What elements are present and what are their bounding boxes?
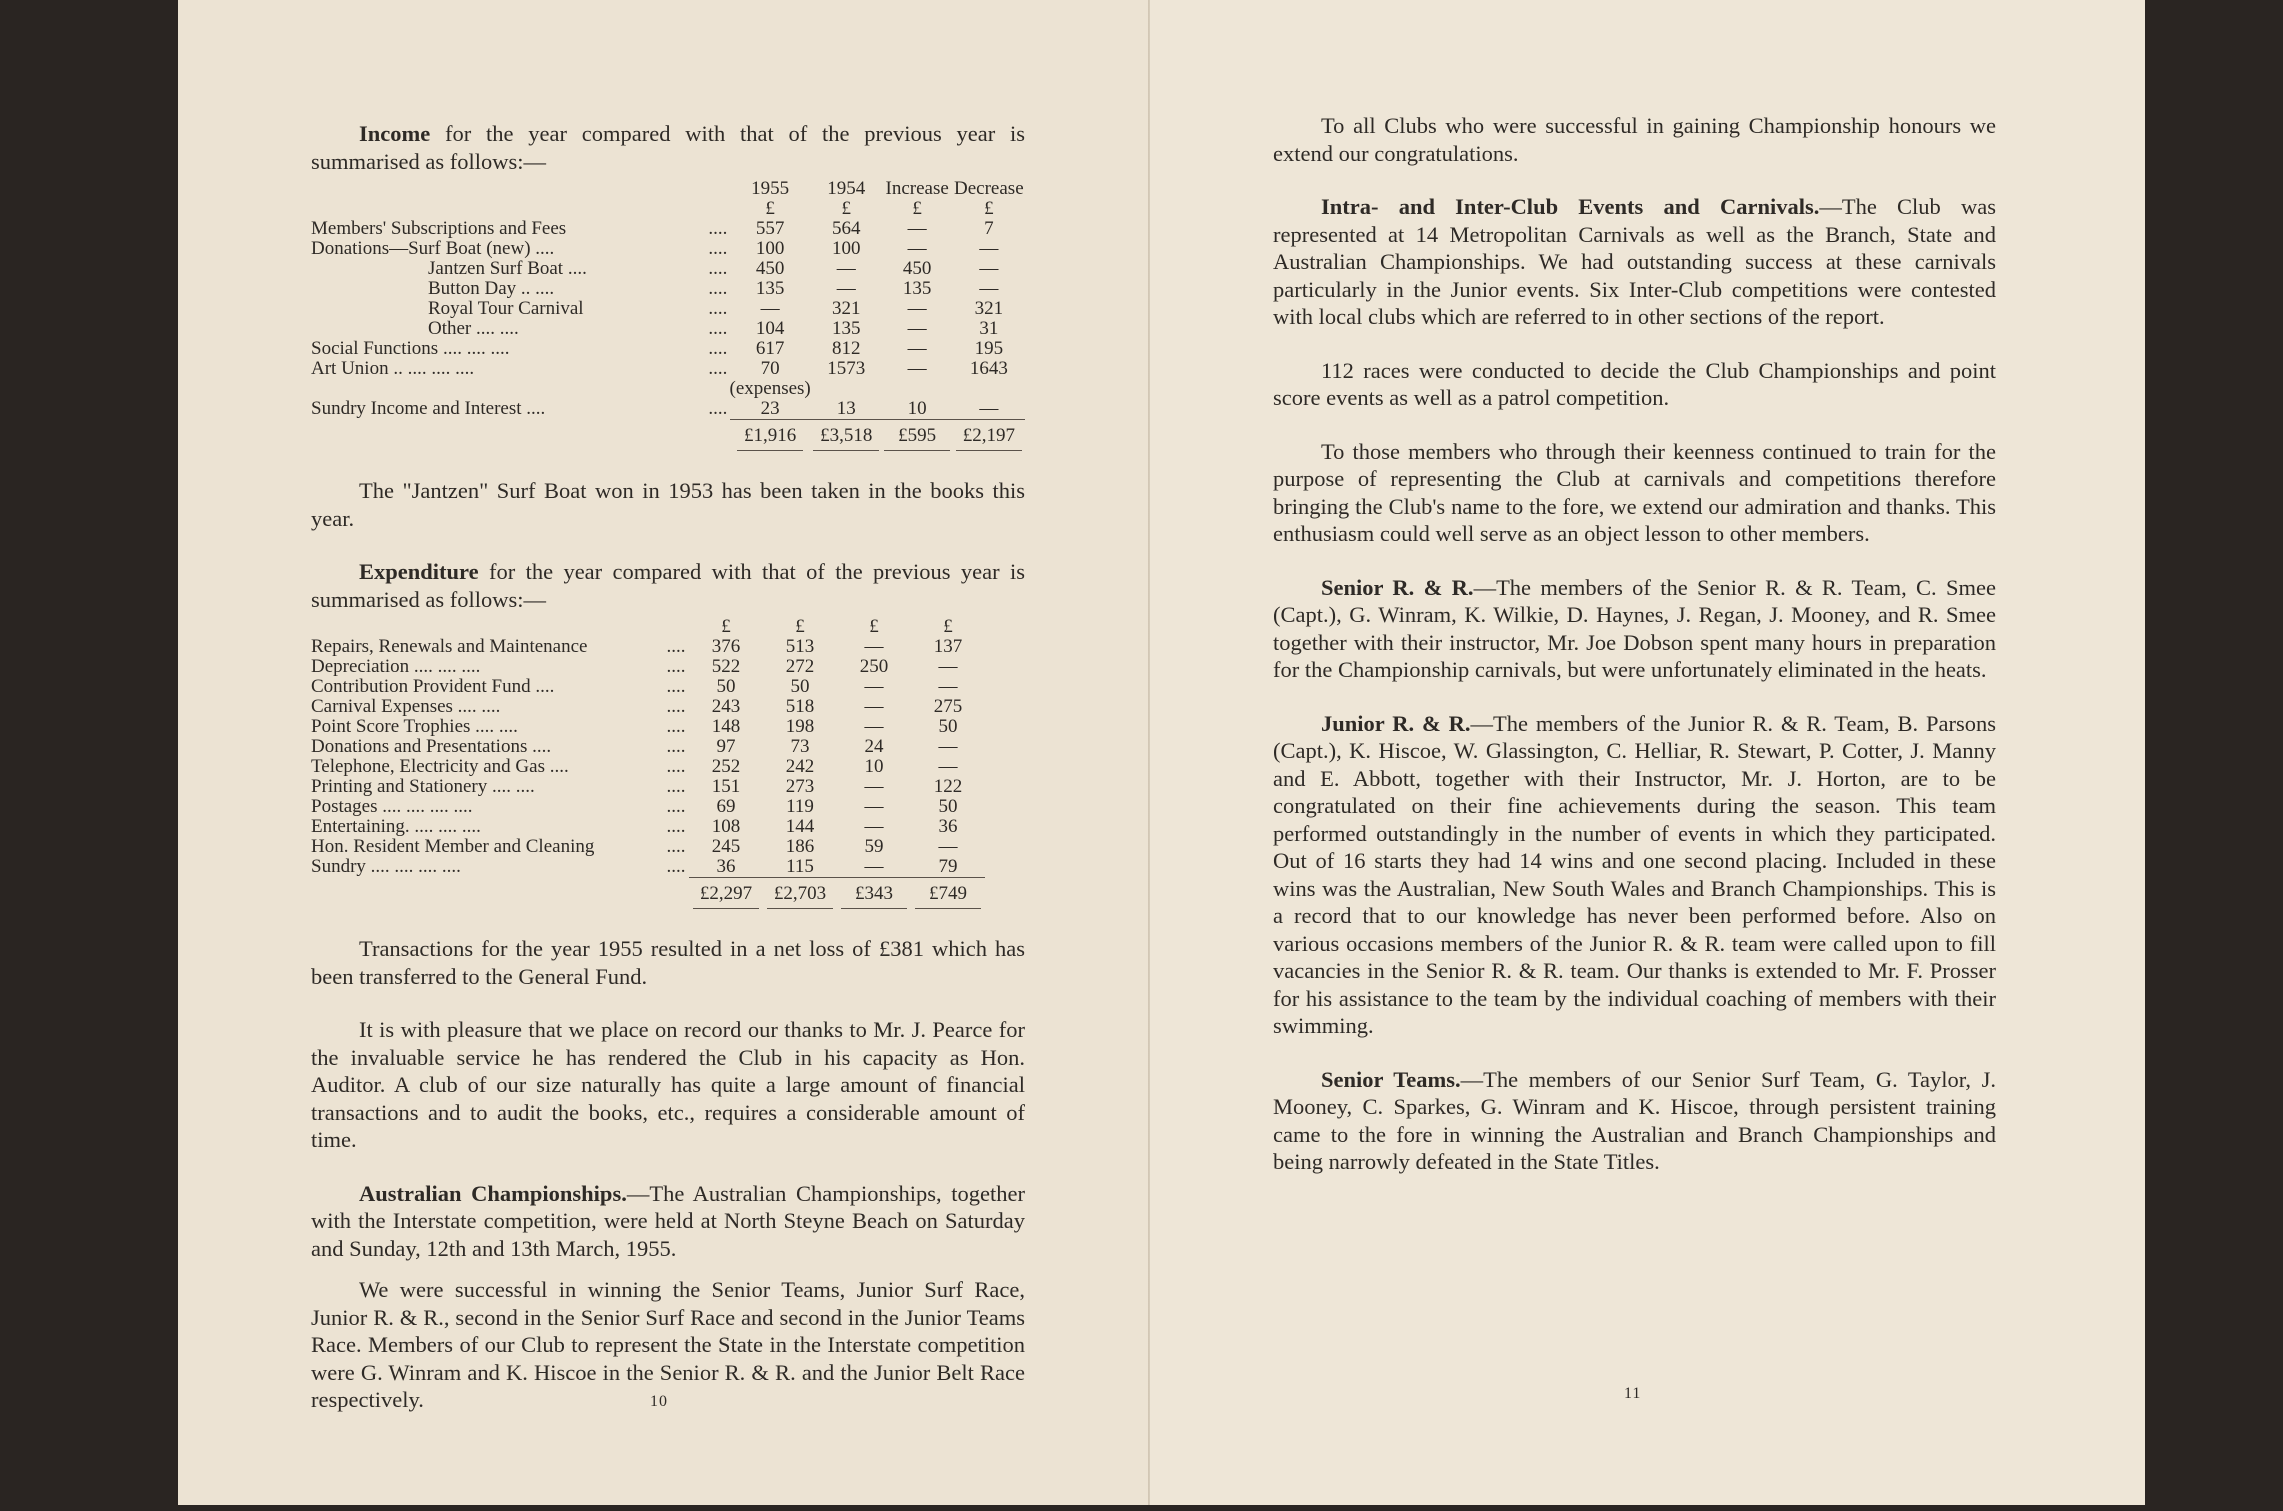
auditor-paragraph: It is with pleasure that we place on record our thanks to Mr. J. Pearce for the invaluable service he has rendered the Club in his capacity as Hon. Auditor. A club of our size naturally has quite a large amount of financial transactions and to audit the books, etc., requires a considerable amount of time. (311, 1017, 1025, 1152)
unit-label: £ (765, 198, 775, 219)
value-1954: 321 (831, 298, 861, 319)
leader-dots: .... (666, 796, 686, 817)
leader-dots: .... (666, 736, 686, 757)
leader-dots: .... (666, 816, 686, 837)
senior-rr-paragraph (1273, 574, 1996, 684)
expenditure-row-label: Point Score Trophies .... .... (311, 716, 518, 737)
value-1955: (expenses) (729, 378, 811, 399)
value-1955: 376 (711, 636, 741, 657)
unit-label: £ (869, 616, 879, 637)
page-number-right: 11 (1624, 1385, 1642, 1402)
unit-label: £ (721, 616, 731, 637)
income-row (311, 219, 1025, 239)
leader-dots: .... (708, 398, 728, 420)
value-1955: 151 (711, 776, 741, 797)
value-decrease: — (938, 656, 958, 677)
income-intro (311, 120, 1025, 175)
value-1955: 148 (711, 716, 741, 737)
leader-dots: .... (708, 298, 728, 319)
aus-champs-paragraph (311, 1180, 1025, 1263)
total-value: £343 (841, 884, 907, 909)
value-1954: 186 (785, 836, 815, 857)
value-increase: — (907, 358, 927, 379)
value-decrease: 1643 (969, 358, 1008, 379)
races-paragraph: 112 races were conducted to decide the Club Championships and point score events as well as a patrol competition. (1273, 357, 1996, 410)
income-total-v1955 (730, 420, 811, 452)
income-row-label (311, 379, 706, 399)
income-row (311, 259, 1025, 279)
value-decrease: 321 (974, 298, 1004, 319)
value-1955: 50 (716, 676, 736, 697)
value-1955: 617 (755, 338, 785, 359)
expenditure-row (311, 797, 985, 817)
value-1954: 812 (831, 338, 861, 359)
value-1955: 522 (711, 656, 741, 677)
leader-dots: .... (666, 756, 686, 777)
value-decrease: — (979, 398, 999, 419)
income-intro-text: for the year compared with that of the previous year is summarised as follows:— (311, 121, 1025, 174)
value-1955: 450 (755, 258, 785, 279)
total-value: £1,916 (737, 426, 803, 451)
aus-champs-heading: Australian Championships. (359, 1180, 627, 1206)
income-row-label: Sundry Income and Interest .... (311, 398, 546, 420)
income-totals-row (311, 420, 1025, 452)
value-decrease: 137 (933, 636, 963, 657)
value-increase: — (864, 696, 884, 717)
expenditure-row (311, 717, 985, 737)
value-increase: — (907, 218, 927, 239)
junior-rr-text: —The members of the Junior R. & R. Team, B. Parsons (Capt.), K. Hiscoe, W. Glassington, C. Helliar, R. Stewart, P. Cotter, J. Manny and E. Abbott, together with their Instructor, Mr. J. Horton, are to be congratulated on their fine achievements during the season. This team performed outstandingly in the number of events in which they participated. Out of 16 starts they had 14 wins and one second placing. Included in these wins was the Australian, New South Wales and Branch Championships. This is a record that to our knowledge has never been performed before. Also on various occasions members of the Junior R. & R. team were called upon to fill vacancies in the Senior R. & R. team. Our thanks is extended to Mr. F. Prosser for his assistance to the team by the individual coaching of members with their swimming. (1273, 710, 1996, 1038)
page-number-left: 10 (650, 1393, 668, 1410)
income-row (311, 379, 1025, 399)
expenditure-table (311, 617, 985, 909)
jantzen-note: The "Jantzen" Surf Boat won in 1953 has been taken in the books this year. (311, 478, 1025, 531)
value-increase: 250 (859, 656, 889, 677)
expenditure-total-v1955 (689, 878, 763, 910)
right-page (1150, 0, 2145, 1505)
junior-rr-paragraph (1273, 710, 1996, 1040)
expenditure-row-label: Postages .... .... .... .... (311, 796, 473, 817)
expenditure-intro (311, 558, 1025, 613)
expenditure-row (311, 657, 985, 677)
value-decrease: — (938, 756, 958, 777)
expenditure-total-inc (837, 878, 911, 910)
value-decrease: 195 (974, 338, 1004, 359)
leader-dots: .... (666, 716, 686, 737)
senior-teams-text: —The members of our Senior Surf Team, G. Taylor, J. Mooney, C. Sparkes, G. Winram and K. Hiscoe, through persistent training came to the fore in winning the Australian and Branch Championships and being narrowly defeated in the State Titles. (1273, 1066, 1996, 1174)
expenditure-intro-text: for the year compared with that of the previous year is summarised as follows:— (311, 559, 1026, 612)
right-column (1273, 112, 1996, 1176)
expenditure-row-label: Telephone, Electricity and Gas .... (311, 756, 569, 777)
value-decrease: 31 (979, 318, 999, 339)
senior-rr-heading: Senior R. & R. (1321, 574, 1474, 600)
expenditure-row (311, 757, 985, 777)
value-1954: 73 (790, 736, 810, 757)
leader-dots: .... (708, 218, 728, 239)
income-row-label: Members' Subscriptions and Fees (311, 218, 567, 239)
value-1955: — (760, 298, 780, 319)
income-row (311, 399, 1025, 420)
expenditure-row (311, 737, 985, 757)
total-value: £2,297 (693, 884, 759, 909)
value-1955: 557 (755, 218, 785, 239)
income-row-label: Social Functions .... .... .... (311, 338, 510, 359)
value-1955: 70 (760, 358, 780, 379)
value-increase: — (907, 298, 927, 319)
total-value: £2,703 (767, 884, 833, 909)
income-total-v1954 (811, 420, 882, 452)
value-decrease: 36 (938, 816, 958, 837)
value-decrease: — (938, 736, 958, 757)
value-increase: 135 (902, 278, 932, 299)
value-1954: 198 (785, 716, 815, 737)
value-1955: 69 (716, 796, 736, 817)
expenditure-total-v1954 (763, 878, 837, 910)
value-decrease: 275 (933, 696, 963, 717)
value-increase: 10 (907, 398, 927, 419)
value-1955: 36 (716, 856, 736, 877)
left-column (311, 120, 1025, 1414)
expenditure-row-label: Donations and Presentations .... (311, 736, 552, 757)
leader-dots: .... (708, 278, 728, 299)
leader-dots: .... (708, 358, 728, 379)
value-1954: 242 (785, 756, 815, 777)
expenditure-heading: Expenditure (359, 559, 479, 584)
income-row (311, 299, 1025, 319)
value-increase: 24 (864, 736, 884, 757)
value-1954: 115 (786, 856, 814, 877)
value-increase: — (864, 716, 884, 737)
leader-dots (706, 379, 729, 399)
expenditure-total-dec (911, 878, 985, 910)
income-row (311, 239, 1025, 259)
value-decrease: — (979, 238, 999, 259)
value-increase: — (907, 238, 927, 259)
unit-label: £ (943, 616, 953, 637)
expenditure-row (311, 857, 985, 878)
income-row-label: Royal Tour Carnival (428, 298, 584, 319)
income-row (311, 319, 1025, 339)
income-row (311, 339, 1025, 359)
income-total-inc (882, 420, 953, 452)
value-1955: 104 (755, 318, 785, 339)
income-row-label: Art Union .. .... .... .... (311, 358, 475, 379)
expenditure-units-row (311, 617, 985, 637)
junior-rr-heading: Junior R. & R. (1321, 710, 1471, 736)
total-value: £749 (915, 884, 981, 909)
value-increase: 59 (864, 836, 884, 857)
transactions-paragraph: Transactions for the year 1955 resulted in a net loss of £381 which has been transferred to the General Fund. (311, 936, 1025, 989)
value-1955: 97 (716, 736, 736, 757)
income-row-label: Button Day .. .... (428, 278, 555, 299)
leader-dots: .... (666, 856, 686, 878)
expenditure-row-label: Repairs, Renewals and Maintenance (311, 636, 588, 657)
leader-dots: .... (708, 238, 728, 259)
value-1955: 243 (711, 696, 741, 717)
value-1954: 144 (785, 816, 815, 837)
intra-text: —The Club was represented at 14 Metropolitan Carnivals as well as the Branch, State and Australian Championships. We had outstanding success at these carnivals particularly in the Junior events. Six Inter-Club competitions were contested with local clubs which are referred to in other sections of the report. (1273, 194, 1996, 329)
value-increase (882, 379, 953, 399)
leader-dots: .... (666, 656, 686, 677)
value-1954: 564 (831, 218, 861, 239)
value-decrease: — (938, 836, 958, 857)
value-increase: — (907, 318, 927, 339)
value-1955: 108 (711, 816, 741, 837)
value-1954: 518 (785, 696, 815, 717)
value-1954: 273 (785, 776, 815, 797)
expenditure-row-label: Hon. Resident Member and Cleaning (311, 836, 595, 857)
value-increase: — (864, 796, 884, 817)
unit-label: £ (984, 198, 994, 219)
col-header-increase: Increase (885, 178, 949, 199)
value-1954: 13 (836, 398, 856, 419)
leader-dots: .... (666, 636, 686, 657)
value-1955: 252 (711, 756, 741, 777)
senior-teams-heading: Senior Teams. (1321, 1066, 1461, 1092)
income-row-label: Jantzen Surf Boat .... (428, 258, 587, 279)
value-1954: 513 (785, 636, 815, 657)
leader-dots: .... (666, 776, 686, 797)
leader-dots: .... (708, 258, 728, 279)
value-1954: — (836, 278, 856, 299)
income-total-dec (953, 420, 1025, 452)
intra-paragraph (1273, 193, 1996, 331)
total-value: £3,518 (813, 426, 879, 451)
expenditure-row-label: Printing and Stationery .... .... (311, 776, 535, 797)
income-row (311, 359, 1025, 379)
leader-dots: .... (666, 676, 686, 697)
congrats-paragraph: To all Clubs who were successful in gaining Championship honours we extend our congratulations. (1273, 113, 1996, 166)
value-decrease: — (979, 278, 999, 299)
senior-rr-text: —The members of the Senior R. & R. Team, C. Smee (Capt.), G. Winram, K. Wilkie, D. Haynes, J. Regan, J. Mooney, and R. Smee together with their instructor, Mr. Joe Dobson spent many hours in preparation for the Championship carnivals, but were unfortunately eliminated in the heats. (1273, 574, 1996, 682)
total-value: £2,197 (956, 426, 1022, 451)
successful-paragraph: We were successful in winning the Senior Teams, Junior Surf Race, Junior R. & R., second in the Senior Surf Race and second in the Junior Teams Race. Members of our Club to represent the State in the Interstate competition were G. Winram and K. Hiscoe in the Senior R. & R. and the Junior Belt Race respectively. (311, 1277, 1025, 1412)
value-1954: 272 (785, 656, 815, 677)
unit-label: £ (795, 616, 805, 637)
total-value: £595 (884, 426, 950, 451)
value-increase: — (864, 676, 884, 697)
keenness-paragraph: To those members who through their keenness continued to train for the purpose of representing the Club at carnivals and competitions therefore bringing the Club's name to the fore, we extend our admiration and thanks. This enthusiasm could well serve as an object lesson to other members. (1273, 438, 1996, 546)
expenditure-row (311, 697, 985, 717)
value-1954: — (836, 258, 856, 279)
value-1954: 1573 (827, 358, 866, 379)
value-decrease (953, 379, 1025, 399)
expenditure-row (311, 637, 985, 657)
expenditure-row-label: Sundry .... .... .... .... (311, 856, 461, 878)
value-1954: 50 (790, 676, 810, 697)
value-1955: 23 (760, 398, 780, 419)
value-increase: 450 (902, 258, 932, 279)
value-1955: 135 (755, 278, 785, 299)
income-heading: Income (359, 121, 431, 146)
value-decrease: 7 (984, 218, 994, 239)
left-page (178, 0, 1150, 1505)
value-increase: — (864, 816, 884, 837)
value-decrease: — (979, 258, 999, 279)
expenditure-row-label: Contribution Provident Fund .... (311, 676, 555, 697)
unit-label: £ (912, 198, 922, 219)
col-header-1954: 1954 (827, 178, 866, 199)
expenditure-row (311, 817, 985, 837)
value-decrease: 50 (938, 716, 958, 737)
col-header-1955: 1955 (751, 178, 790, 199)
income-row-label: Other .... .... (428, 318, 519, 339)
expenditure-row (311, 677, 985, 697)
intra-heading: Intra- and Inter-Club Events and Carnivals. (1321, 194, 1820, 219)
value-decrease: 122 (933, 776, 963, 797)
value-increase: — (864, 856, 884, 877)
income-units-row (311, 199, 1025, 219)
value-increase: — (864, 776, 884, 797)
leader-dots: .... (708, 318, 728, 339)
value-decrease: 79 (938, 856, 958, 877)
value-decrease: — (938, 676, 958, 697)
income-row-label: Donations—Surf Boat (new) .... (311, 238, 555, 259)
value-decrease: 50 (938, 796, 958, 817)
expenditure-row-label: Entertaining. .... .... .... (311, 816, 481, 837)
value-increase: — (907, 338, 927, 359)
aus-champs-text: —The Australian Championships, together with the Interstate competition, were held at North Steyne Beach on Saturday and Sunday, 12th and 13th March, 1955. (311, 1180, 1025, 1261)
value-increase: — (864, 636, 884, 657)
value-1955: 100 (755, 238, 785, 259)
value-1954: 100 (831, 238, 861, 259)
value-1955: 245 (711, 836, 741, 857)
expenditure-row (311, 777, 985, 797)
value-1954: 135 (831, 318, 861, 339)
income-row (311, 279, 1025, 299)
expenditure-row-label: Depreciation .... .... .... (311, 656, 481, 677)
leader-dots: .... (666, 836, 686, 857)
value-1954: 119 (786, 796, 814, 817)
expenditure-totals-row (311, 878, 985, 910)
col-header-decrease: Decrease (954, 178, 1024, 199)
leader-dots: .... (708, 338, 728, 359)
income-table (311, 179, 1025, 451)
expenditure-row (311, 837, 985, 857)
expenditure-row-label: Carnival Expenses .... .... (311, 696, 501, 717)
senior-teams-paragraph (1273, 1066, 1996, 1176)
income-header-row (311, 179, 1025, 199)
value-increase: 10 (864, 756, 884, 777)
value-1954 (811, 379, 882, 399)
unit-label: £ (841, 198, 851, 219)
leader-dots: .... (666, 696, 686, 717)
